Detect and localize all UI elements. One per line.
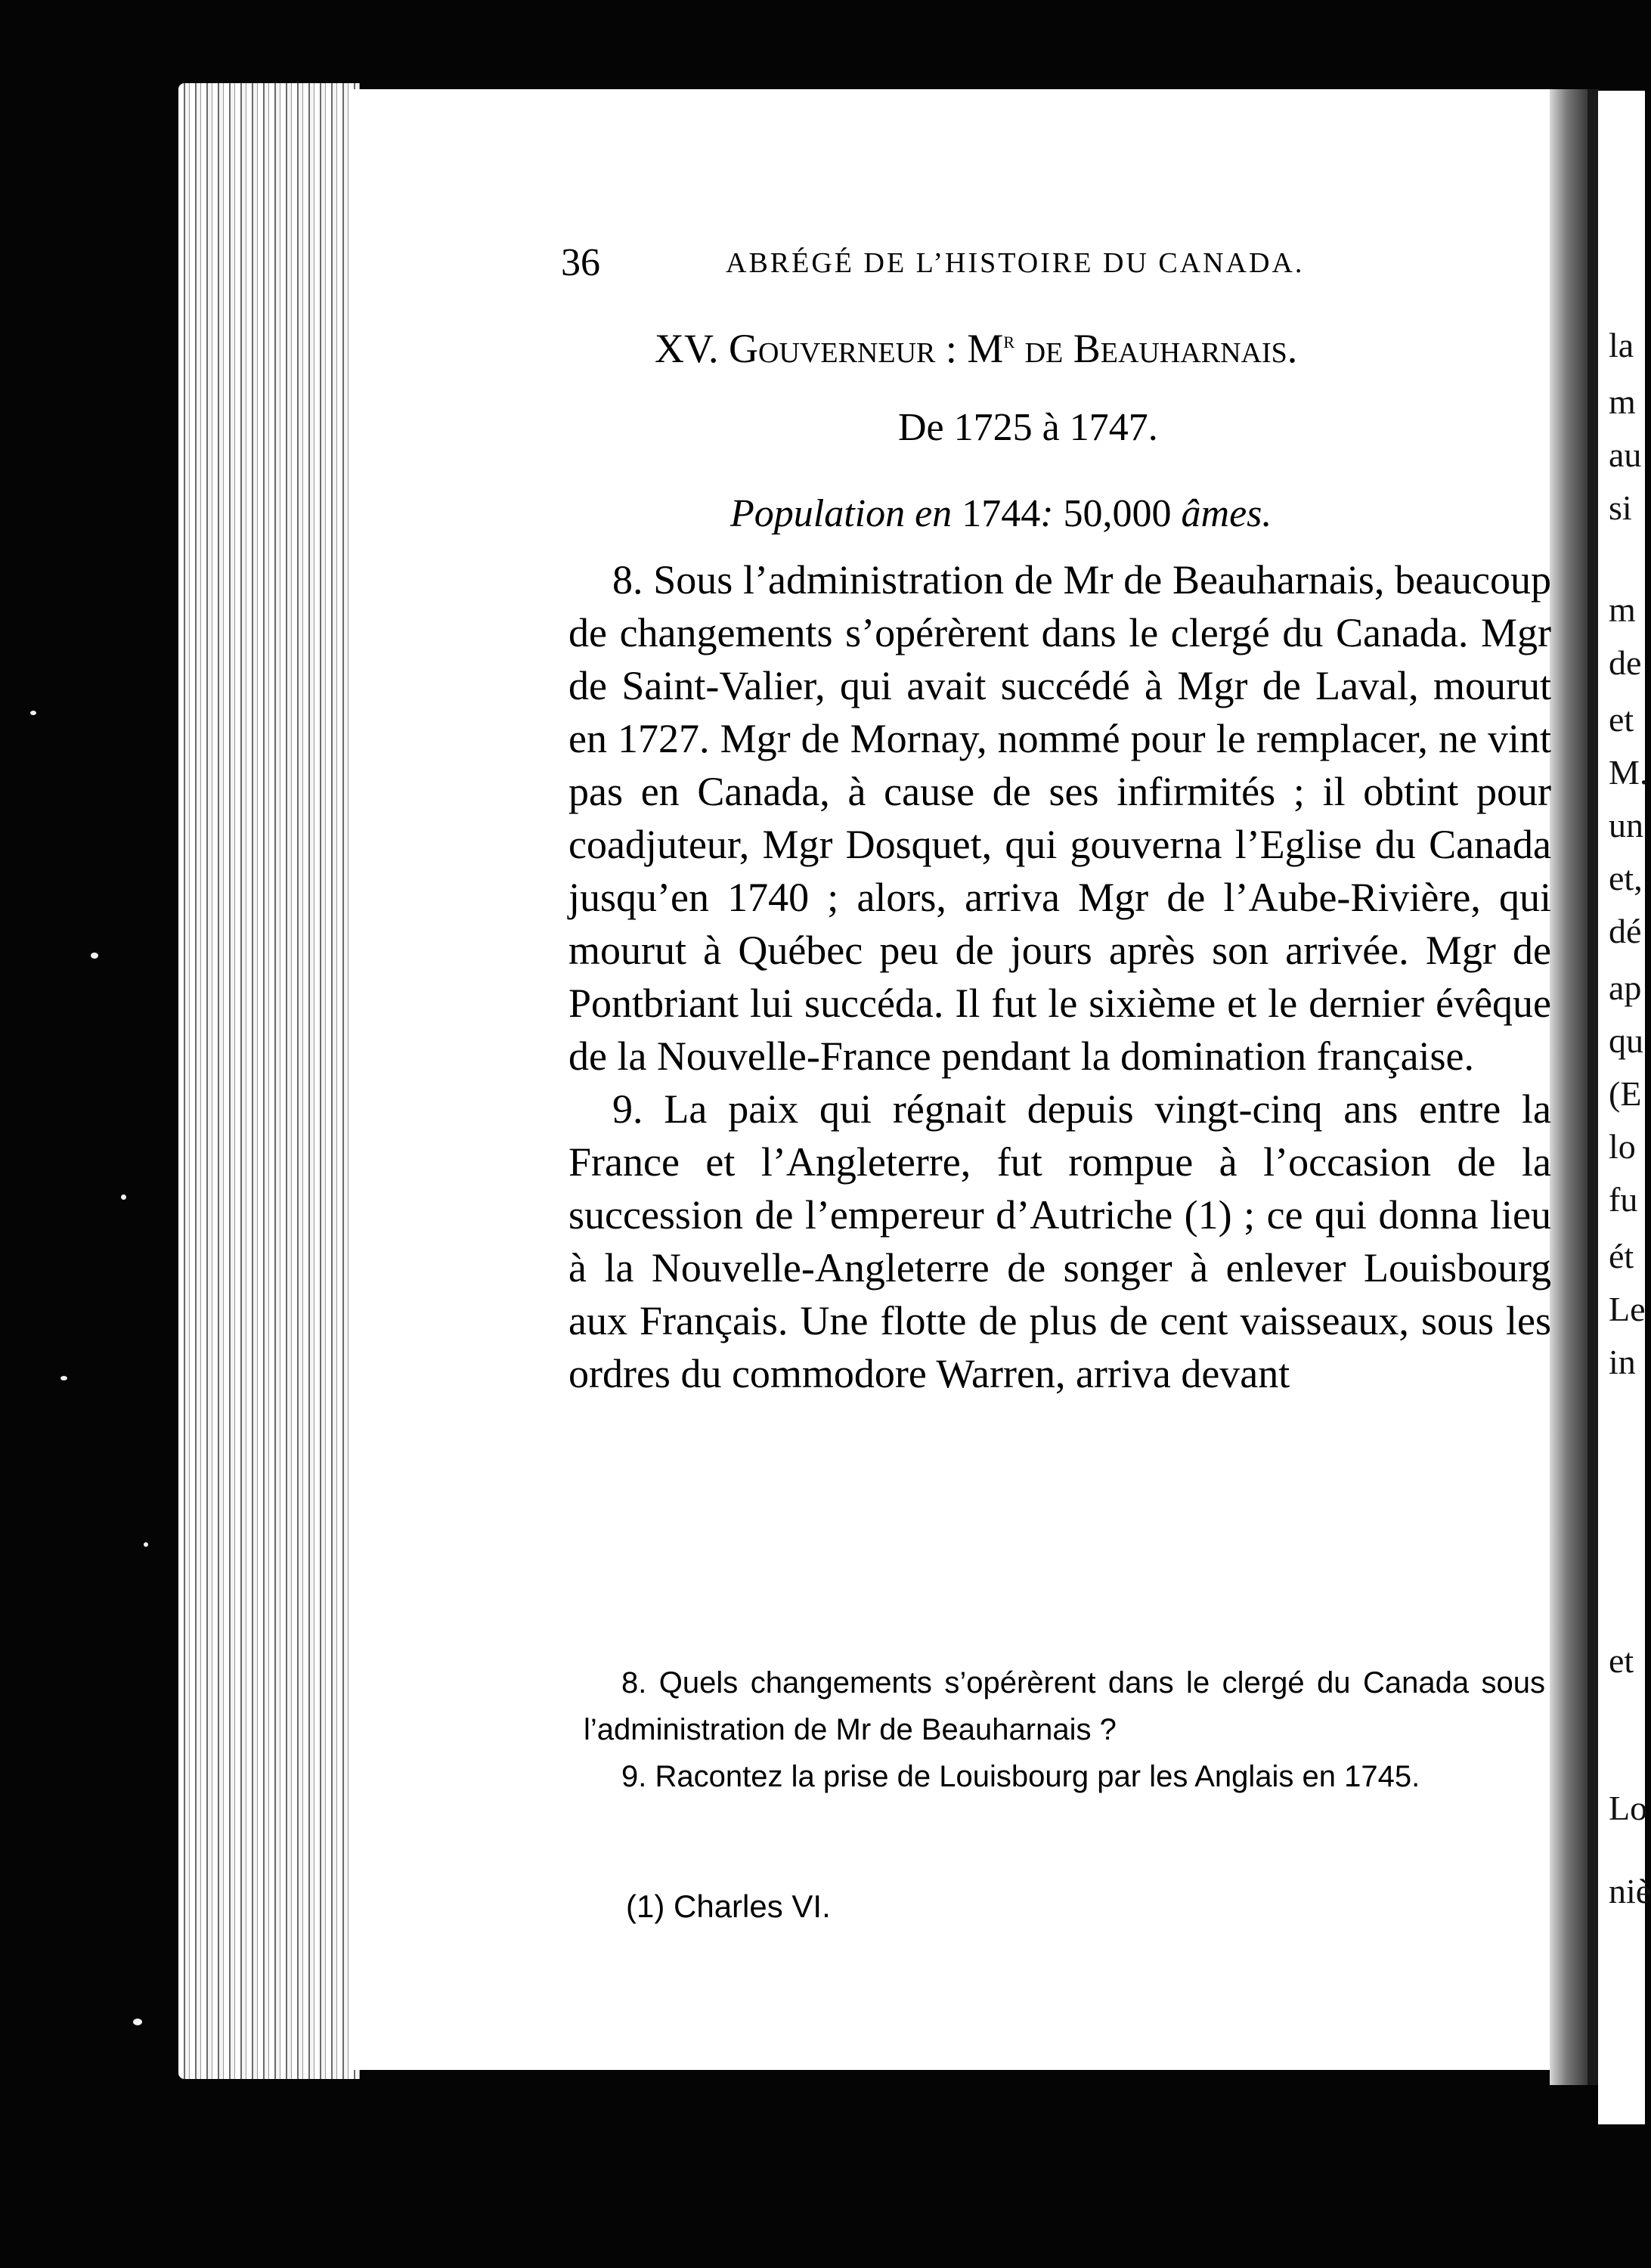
facing-page-fragment: niè	[1609, 1872, 1651, 1910]
population-label: Population en	[730, 492, 952, 535]
facing-page-fragment: ét	[1609, 1237, 1634, 1275]
running-title: ABRÉGÉ DE L’HISTOIRE DU CANADA.	[726, 247, 1305, 279]
section-title-sup: r	[1003, 326, 1015, 353]
body-text	[568, 553, 1551, 1400]
population-line	[730, 491, 1272, 536]
review-questions	[584, 1659, 1545, 1800]
paragraph-8: 8. Sous l’administration de Mr de Beauharnais, beaucoup de changements s’opérèrent dans le clergé du Canada. Mgr de Saint-Valier, qui avait succédé à Mgr de Laval, mourut en 1727. Mgr de Mornay, nommé pour le remplacer, ne vint pas en Canada, à cause de ses infirmités ; il obtint pour coadjuteur, Mgr Dosquet, qui gouverna l’Eglise du Canada jusqu’en 1740 ; alors, arriva Mgr de l’Aube-Rivière, qui mourut à Québec peu de jours après son arrivée. Mgr de Pontbriant lui succéda. Il fut le sixième et le dernier évêque de la Nouvelle-France pendant la domination française.	[568, 557, 1551, 1079]
facing-page	[1598, 91, 1651, 2124]
scan-speck	[30, 711, 36, 715]
population-year: 1744	[962, 492, 1041, 535]
book-gutter	[1550, 89, 1588, 2085]
facing-page-fragment: de	[1609, 643, 1642, 682]
facing-page-fragment: m	[1609, 590, 1636, 629]
scan-speck	[144, 1542, 148, 1547]
population-value: 50,000	[1063, 492, 1172, 535]
footnote: (1) Charles VI.	[626, 1888, 831, 1924]
page-number: 36	[561, 241, 600, 284]
paragraph-9: 9. La paix qui régnait depuis vingt-cinq ans entre la France et l’Angleterre, fut rompue à l’occasion de la succession de l’empereur d’Autriche (1) ; ce qui donna lieu à la Nouvelle-Angleterre de songer à enlever Louisbourg aux Français. Une flotte de plus de cent vaisseaux, sous les ordres du commodore Warren, arriva devant	[568, 1086, 1551, 1396]
facing-page-fragment: et	[1609, 700, 1634, 739]
facing-page-fragment: qu	[1609, 1021, 1643, 1060]
scan-speck	[91, 953, 98, 959]
facing-page-fragment: et	[1609, 1641, 1634, 1680]
facing-page-fragment: au	[1609, 435, 1642, 474]
facing-page-fragment: si	[1609, 488, 1632, 527]
facing-page-fragment: lo	[1609, 1127, 1636, 1166]
scan-speck	[60, 1376, 67, 1380]
population-colon: :	[1040, 492, 1054, 535]
question-9: 9. Racontez la prise de Louisbourg par les Anglais en 1745.	[621, 1760, 1420, 1793]
facing-page-fragment: fu	[1609, 1180, 1638, 1219]
facing-page-fragment: Le	[1609, 1290, 1646, 1328]
scan-speck	[121, 1194, 126, 1200]
gutter-shadow	[1588, 89, 1598, 2085]
facing-page-fragment: la	[1609, 326, 1634, 364]
facing-page-fragment: m	[1609, 383, 1636, 421]
facing-page-fragment: M.	[1609, 753, 1649, 792]
facing-page-fragment: et,	[1609, 859, 1643, 897]
page-edges	[178, 83, 360, 2079]
section-title	[655, 325, 1297, 372]
facing-page-fragment: Lo	[1609, 1789, 1648, 1827]
facing-page-fragment: un	[1609, 806, 1643, 844]
scan-speck	[133, 2019, 142, 2025]
facing-page-fragment: dé	[1609, 912, 1642, 950]
facing-page-fragment: in	[1609, 1343, 1636, 1381]
facing-page-fragment: ap	[1609, 968, 1642, 1007]
population-unit: âmes.	[1181, 492, 1272, 535]
section-dates: De 1725 à 1747.	[898, 406, 1158, 449]
section-title-part2: de Beauharnais.	[1014, 326, 1298, 371]
question-8: 8. Quels changements s’opérèrent dans le clergé du Canada sous l’administration de Mr de Beauharnais ?	[584, 1666, 1545, 1746]
section-title-part1: Gouverneur : M	[729, 326, 1004, 371]
facing-page-fragment: (E	[1609, 1074, 1642, 1113]
section-number: XV.	[655, 326, 719, 371]
